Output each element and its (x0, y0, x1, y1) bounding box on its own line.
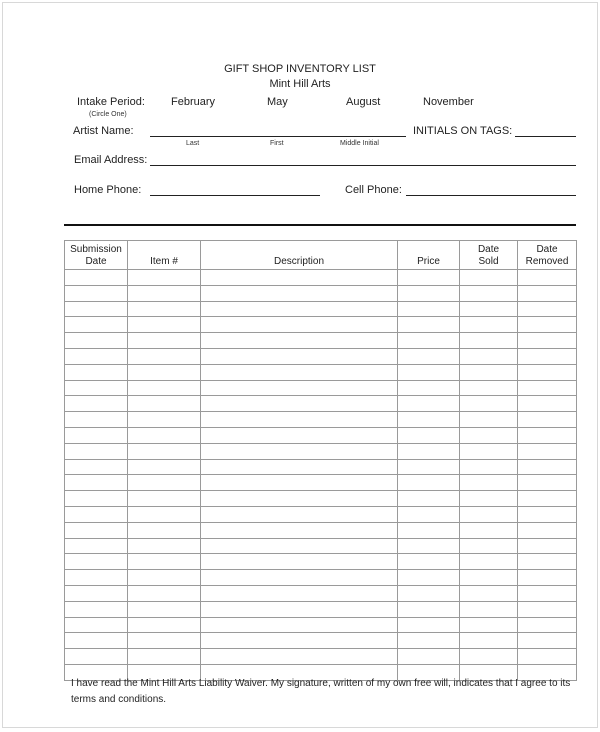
cell-date-sold[interactable] (460, 270, 518, 286)
cell-date-sold[interactable] (460, 601, 518, 617)
cell-price[interactable] (398, 459, 460, 475)
cell-date-removed[interactable] (518, 617, 577, 633)
cell-item-number[interactable] (128, 270, 201, 286)
cell-date-sold[interactable] (460, 396, 518, 412)
cell-submission-date[interactable] (65, 649, 128, 665)
cell-date-sold[interactable] (460, 554, 518, 570)
cell-price[interactable] (398, 633, 460, 649)
month-option-august[interactable]: August (346, 96, 381, 108)
table-row (65, 317, 577, 333)
liability-waiver-text: I have read the Mint Hill Arts Liability Waiver. My signature, written of my own free will, indicates that I agree to its terms and conditions. (71, 678, 571, 705)
cell-item-number[interactable] (128, 364, 201, 380)
table-row (65, 506, 577, 522)
middle-initial-sublabel: Middle Initial (340, 140, 379, 147)
cell-submission-date[interactable] (65, 554, 128, 570)
cell-phone-field[interactable] (406, 195, 576, 196)
cell-description[interactable] (201, 380, 398, 396)
table-row (65, 554, 577, 570)
cell-item-number[interactable] (128, 317, 201, 333)
column-header-price: Price (398, 241, 460, 270)
cell-date-removed[interactable] (518, 396, 577, 412)
cell-date-sold[interactable] (460, 285, 518, 301)
cell-submission-date[interactable] (65, 522, 128, 538)
cell-date-removed[interactable] (518, 585, 577, 601)
cell-date-removed[interactable] (518, 348, 577, 364)
inventory-table (64, 240, 577, 681)
cell-description[interactable] (201, 285, 398, 301)
cell-submission-date[interactable] (65, 601, 128, 617)
cell-date-removed[interactable] (518, 506, 577, 522)
cell-item-number[interactable] (128, 475, 201, 491)
cell-description[interactable] (201, 633, 398, 649)
table-row (65, 649, 577, 665)
cell-description[interactable] (201, 538, 398, 554)
table-row (65, 585, 577, 601)
table-row (65, 412, 577, 428)
organization-name: Mint Hill Arts (269, 78, 331, 90)
cell-item-number[interactable] (128, 301, 201, 317)
cell-date-removed[interactable] (518, 459, 577, 475)
home-phone-label: Home Phone: (74, 184, 142, 196)
cell-submission-date[interactable] (65, 617, 128, 633)
cell-submission-date[interactable] (65, 301, 128, 317)
cell-submission-date[interactable] (65, 285, 128, 301)
cell-item-number[interactable] (128, 380, 201, 396)
cell-item-number[interactable] (128, 649, 201, 665)
cell-date-removed[interactable] (518, 538, 577, 554)
cell-price[interactable] (398, 270, 460, 286)
cell-date-sold[interactable] (460, 633, 518, 649)
cell-item-number[interactable] (128, 617, 201, 633)
cell-date-sold[interactable] (460, 491, 518, 507)
cell-date-sold[interactable] (460, 538, 518, 554)
cell-price[interactable] (398, 649, 460, 665)
cell-date-sold[interactable] (460, 317, 518, 333)
email-address-field[interactable] (150, 165, 576, 166)
cell-submission-date[interactable] (65, 570, 128, 586)
cell-item-number[interactable] (128, 585, 201, 601)
cell-date-sold[interactable] (460, 364, 518, 380)
initials-on-tags-field[interactable] (515, 136, 576, 137)
cell-description[interactable] (201, 649, 398, 665)
cell-price[interactable] (398, 317, 460, 333)
cell-submission-date[interactable] (65, 633, 128, 649)
cell-price[interactable] (398, 570, 460, 586)
cell-date-removed[interactable] (518, 522, 577, 538)
cell-item-number[interactable] (128, 459, 201, 475)
cell-submission-date[interactable] (65, 491, 128, 507)
table-row (65, 475, 577, 491)
cell-submission-date[interactable] (65, 380, 128, 396)
cell-submission-date[interactable] (65, 396, 128, 412)
cell-date-removed[interactable] (518, 443, 577, 459)
cell-date-sold[interactable] (460, 301, 518, 317)
home-phone-field[interactable] (150, 195, 320, 196)
cell-description[interactable] (201, 427, 398, 443)
cell-description[interactable] (201, 585, 398, 601)
table-row (65, 601, 577, 617)
cell-item-number[interactable] (128, 333, 201, 349)
cell-price[interactable] (398, 285, 460, 301)
table-row (65, 348, 577, 364)
cell-item-number[interactable] (128, 506, 201, 522)
cell-price[interactable] (398, 522, 460, 538)
cell-date-sold[interactable] (460, 585, 518, 601)
artist-name-label: Artist Name: (73, 125, 134, 137)
cell-date-sold[interactable] (460, 412, 518, 428)
last-name-sublabel: Last (186, 140, 200, 147)
cell-price[interactable] (398, 506, 460, 522)
cell-date-sold[interactable] (460, 570, 518, 586)
cell-description[interactable] (201, 554, 398, 570)
cell-submission-date[interactable] (65, 427, 128, 443)
cell-price[interactable] (398, 491, 460, 507)
cell-description[interactable] (201, 475, 398, 491)
cell-price[interactable] (398, 601, 460, 617)
cell-date-sold[interactable] (460, 459, 518, 475)
table-row (65, 427, 577, 443)
cell-date-removed[interactable] (518, 333, 577, 349)
month-option-february[interactable]: February (171, 96, 216, 108)
cell-item-number[interactable] (128, 570, 201, 586)
cell-date-removed[interactable] (518, 285, 577, 301)
cell-price[interactable] (398, 475, 460, 491)
cell-submission-date[interactable] (65, 412, 128, 428)
cell-price[interactable] (398, 333, 460, 349)
cell-date-sold[interactable] (460, 617, 518, 633)
cell-description[interactable] (201, 443, 398, 459)
cell-description[interactable] (201, 333, 398, 349)
table-header-row (65, 241, 577, 270)
cell-date-sold[interactable] (460, 443, 518, 459)
cell-submission-date[interactable] (65, 443, 128, 459)
cell-description[interactable] (201, 317, 398, 333)
cell-date-sold[interactable] (460, 649, 518, 665)
cell-item-number[interactable] (128, 538, 201, 554)
table-row (65, 459, 577, 475)
cell-submission-date[interactable] (65, 348, 128, 364)
cell-description[interactable] (201, 601, 398, 617)
cell-item-number[interactable] (128, 348, 201, 364)
cell-price[interactable] (398, 585, 460, 601)
initials-on-tags-label: INITIALS ON TAGS: (413, 125, 513, 137)
cell-date-removed[interactable] (518, 270, 577, 286)
cell-date-removed[interactable] (518, 427, 577, 443)
cell-submission-date[interactable] (65, 475, 128, 491)
table-row (65, 633, 577, 649)
first-name-sublabel: First (270, 140, 284, 147)
cell-submission-date[interactable] (65, 585, 128, 601)
cell-submission-date[interactable] (65, 270, 128, 286)
cell-price[interactable] (398, 380, 460, 396)
table-row (65, 522, 577, 538)
cell-date-sold[interactable] (460, 475, 518, 491)
cell-phone-label: Cell Phone: (345, 184, 402, 196)
cell-description[interactable] (201, 459, 398, 475)
cell-price[interactable] (398, 396, 460, 412)
cell-date-removed[interactable] (518, 475, 577, 491)
column-header-description: Description (201, 241, 398, 270)
table-row (65, 301, 577, 317)
cell-item-number[interactable] (128, 554, 201, 570)
cell-description[interactable] (201, 412, 398, 428)
cell-date-removed[interactable] (518, 412, 577, 428)
cell-description[interactable] (201, 364, 398, 380)
cell-item-number[interactable] (128, 633, 201, 649)
cell-description[interactable] (201, 270, 398, 286)
cell-date-sold[interactable] (460, 506, 518, 522)
cell-price[interactable] (398, 538, 460, 554)
cell-date-removed[interactable] (518, 380, 577, 396)
email-address-label: Email Address: (74, 154, 148, 166)
cell-description[interactable] (201, 522, 398, 538)
cell-submission-date[interactable] (65, 333, 128, 349)
cell-date-removed[interactable] (518, 364, 577, 380)
cell-item-number[interactable] (128, 601, 201, 617)
table-row (65, 538, 577, 554)
cell-submission-date[interactable] (65, 538, 128, 554)
cell-item-number[interactable] (128, 522, 201, 538)
table-row (65, 617, 577, 633)
cell-price[interactable] (398, 301, 460, 317)
cell-price[interactable] (398, 348, 460, 364)
cell-description[interactable] (201, 617, 398, 633)
column-header-item-number: Item # (128, 241, 201, 270)
cell-description[interactable] (201, 301, 398, 317)
cell-item-number[interactable] (128, 491, 201, 507)
cell-date-sold[interactable] (460, 522, 518, 538)
cell-date-removed[interactable] (518, 601, 577, 617)
cell-submission-date[interactable] (65, 459, 128, 475)
inventory-form (2, 2, 598, 728)
cell-date-removed[interactable] (518, 570, 577, 586)
table-row (65, 285, 577, 301)
cell-item-number[interactable] (128, 396, 201, 412)
cell-description[interactable] (201, 491, 398, 507)
cell-submission-date[interactable] (65, 317, 128, 333)
cell-item-number[interactable] (128, 285, 201, 301)
cell-date-removed[interactable] (518, 317, 577, 333)
cell-date-removed[interactable] (518, 554, 577, 570)
table-row (65, 380, 577, 396)
column-header-submission-date: Submission Date (65, 241, 128, 270)
cell-item-number[interactable] (128, 412, 201, 428)
cell-date-removed[interactable] (518, 301, 577, 317)
column-header-date-sold: Date Sold (460, 241, 518, 270)
cell-date-removed[interactable] (518, 491, 577, 507)
table-row (65, 364, 577, 380)
table-row (65, 570, 577, 586)
inventory-table-body (65, 270, 577, 681)
intake-period-label: Intake Period: (77, 96, 145, 108)
form-title: GIFT SHOP INVENTORY LIST (224, 63, 376, 75)
cell-price[interactable] (398, 427, 460, 443)
table-row (65, 396, 577, 412)
table-row (65, 491, 577, 507)
cell-description[interactable] (201, 570, 398, 586)
cell-price[interactable] (398, 364, 460, 380)
cell-date-sold[interactable] (460, 380, 518, 396)
cell-date-sold[interactable] (460, 333, 518, 349)
month-option-may[interactable]: May (267, 96, 288, 108)
artist-name-field[interactable] (150, 136, 406, 137)
cell-description[interactable] (201, 506, 398, 522)
table-row (65, 443, 577, 459)
table-row (65, 270, 577, 286)
cell-date-removed[interactable] (518, 633, 577, 649)
table-row (65, 333, 577, 349)
cell-price[interactable] (398, 412, 460, 428)
cell-price[interactable] (398, 443, 460, 459)
cell-date-sold[interactable] (460, 348, 518, 364)
circle-one-note: (Circle One) (89, 111, 127, 118)
cell-submission-date[interactable] (65, 506, 128, 522)
column-header-date-removed: Date Removed (518, 241, 577, 270)
cell-date-removed[interactable] (518, 649, 577, 665)
cell-price[interactable] (398, 617, 460, 633)
cell-price[interactable] (398, 554, 460, 570)
cell-description[interactable] (201, 348, 398, 364)
cell-item-number[interactable] (128, 443, 201, 459)
month-option-november[interactable]: November (423, 96, 474, 108)
cell-submission-date[interactable] (65, 364, 128, 380)
cell-item-number[interactable] (128, 427, 201, 443)
cell-date-sold[interactable] (460, 427, 518, 443)
section-divider (64, 224, 576, 226)
cell-description[interactable] (201, 396, 398, 412)
